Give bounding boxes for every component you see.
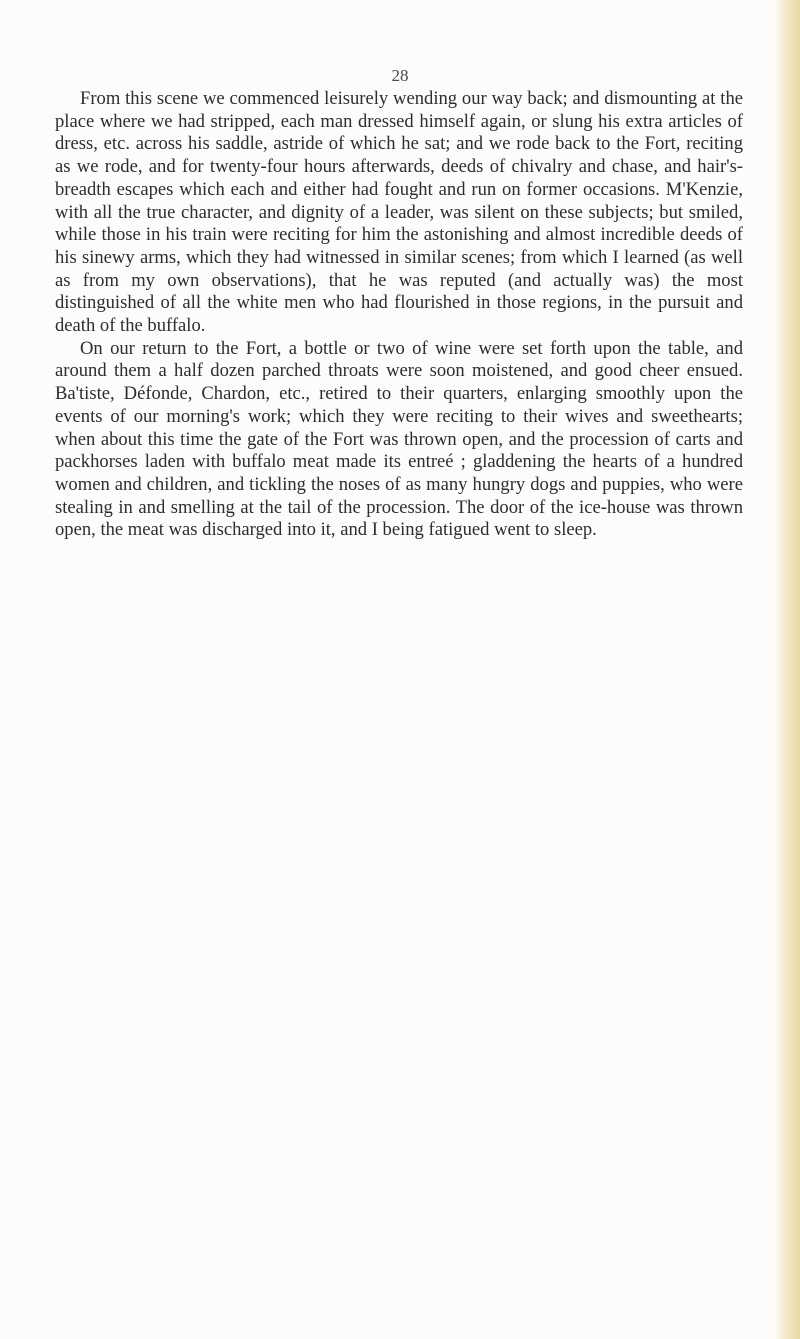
paragraph-1: From this scene we commenced leisurely wending our way back; and dismounting at the place where we had stripped, each man dressed himself again, or slung his extra articles of dress, etc. across his saddle, astride of which he sat; and we rode back to the Fort, reciting as we rode, and for twenty-four hours afterwards, deeds of chivalry and chase, and hair's-breadth escapes which each and either had fought and run on former occasions. M'Kenzie, with all the true character, and dignity of a leader, was silent on these subjects; but smiled, while those in his train were reciting for him the astonishing and almost incredible deeds of his sinewy arms, which they had witnessed in similar scenes; from which I learned (as well as from my own observations), that he was reputed (and actually was) the most distinguished of all the white men who had flourished in those regions, in the pursuit and death of the buffalo.	[55, 88, 743, 337]
page-number: 28	[391, 66, 409, 85]
page-edge-shadow	[774, 0, 800, 1339]
paragraph-2: On our return to the Fort, a bottle or two of wine were set forth upon the table, and around them a half dozen parched throats were soon moistened, and good cheer ensued. Ba'tiste, Défonde, Chardon, etc., retired to their quarters, enlarging smoothly upon the events of our morning's work; which they were reciting to their wives and sweethearts; when about this time the gate of the Fort was thrown open, and the procession of carts and packhorses laden with buffalo meat made its entreé ; gladdening the hearts of a hundred women and children, and tickling the noses of as many hungry dogs and puppies, who were stealing in and smelling at the tail of the procession. The door of the ice-house was thrown open, the meat was discharged into it, and I being fatigued went to sleep.	[55, 337, 743, 541]
body-text	[55, 88, 743, 542]
